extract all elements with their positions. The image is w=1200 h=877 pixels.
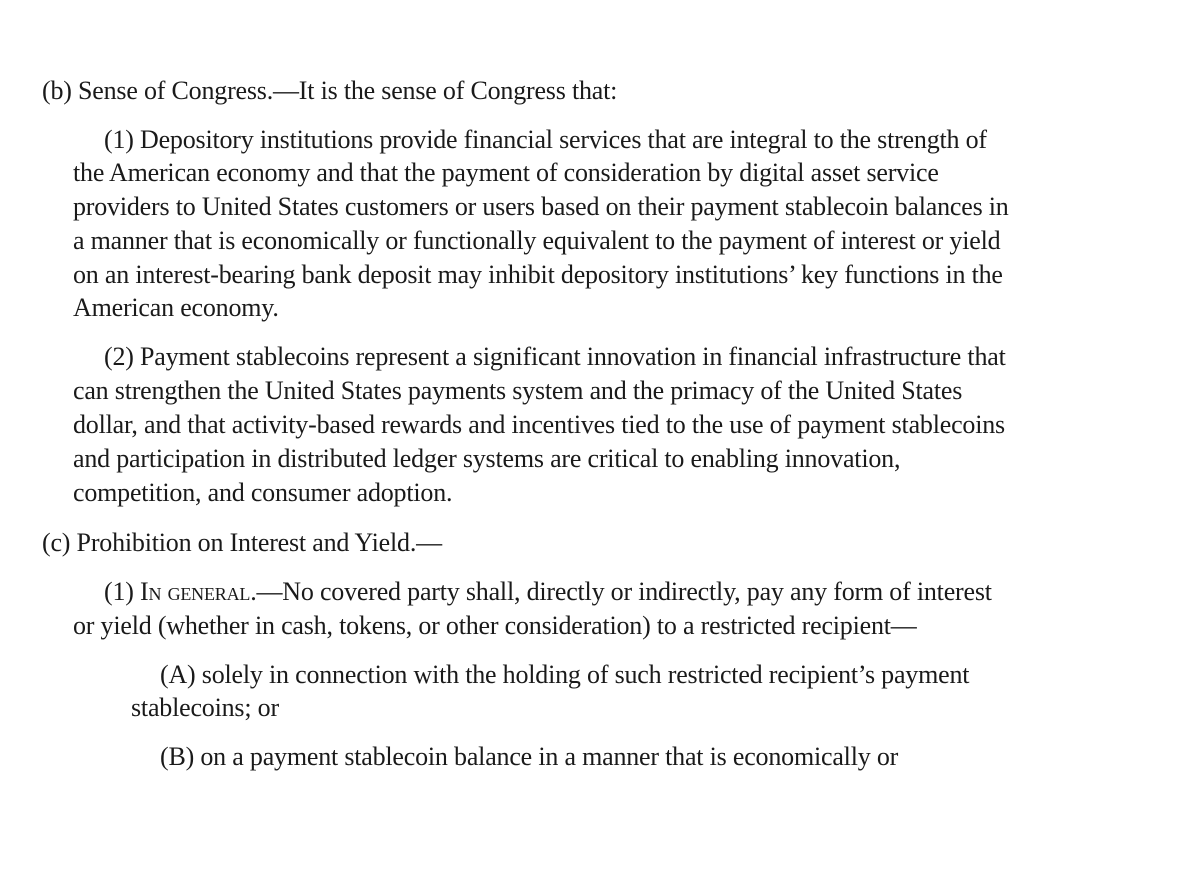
section-c-heading: (c) Prohibition on Interest and Yield.— (42, 528, 442, 557)
section-b-para2-line2: can strengthen the United States payments system and the primacy of the United States (73, 376, 963, 405)
section-b-para1-line3: providers to United States customers or users based on their payment stablecoin balances in (73, 192, 1009, 221)
section-b-para2-line3: dollar, and that activity-based rewards and incentives tied to the use of payment stablecoins (73, 410, 1005, 439)
section-c-subB-line1: (B) on a payment stablecoin balance in a manner that is economically or (160, 742, 899, 771)
section-b-para1-line2: the American economy and that the payment of consideration by digital asset service (73, 158, 939, 187)
section-b-para2-line4: and participation in distributed ledger systems are critical to enabling innovation, (73, 444, 901, 473)
section-b-para2-line5: competition, and consumer adoption. (73, 478, 453, 507)
section-c-para1-line1 (104, 577, 992, 607)
section-c-subA-line2: stablecoins; or (131, 693, 279, 722)
section-b-para1-line5: on an interest-bearing bank deposit may inhibit depository institutions’ key functions in the (73, 260, 1003, 289)
section-b-para1-line1: (1) Depository institutions provide financial services that are integral to the strength of (104, 125, 987, 154)
in-general-heading: In general (140, 577, 251, 606)
section-b-para1-line4: a manner that is economically or functionally equivalent to the payment of interest or yield (73, 226, 1001, 255)
section-c-para1-text: .—No covered party shall, directly or indirectly, pay any form of interest (250, 577, 992, 606)
section-c-para1-line2: or yield (whether in cash, tokens, or other consideration) to a restricted recipient— (73, 611, 917, 640)
section-b-heading: (b) Sense of Congress.—It is the sense of Congress that: (42, 76, 618, 105)
section-c-subA-line1: (A) solely in connection with the holding of such restricted recipient’s payment (160, 660, 970, 689)
section-c-para1-number: (1) (104, 577, 141, 606)
section-b-para1-line6: American economy. (73, 293, 279, 322)
section-b-para2-line1: (2) Payment stablecoins represent a significant innovation in financial infrastructure that (104, 342, 1006, 371)
